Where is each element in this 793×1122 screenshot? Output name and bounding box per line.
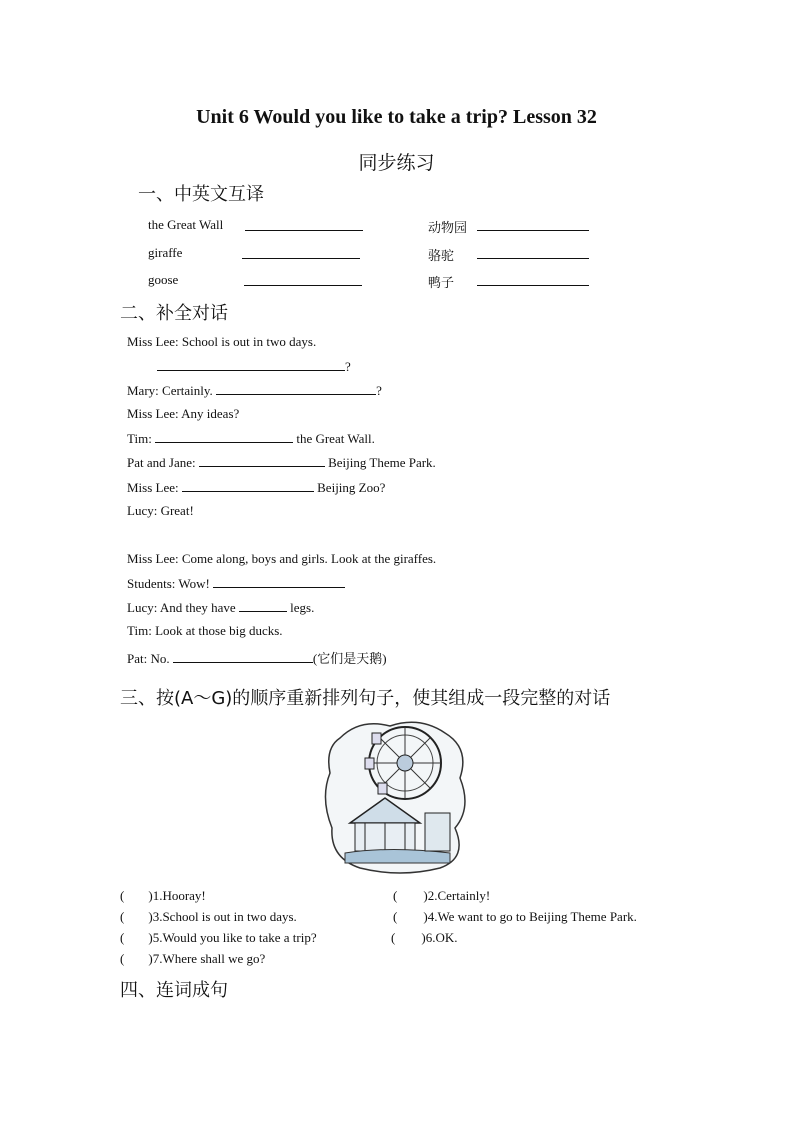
order-answer-slot[interactable]: [395, 930, 421, 942]
dialogue-line: [127, 599, 314, 616]
ordering-item: ( )4.We want to go to Beijing Theme Park.: [393, 909, 637, 924]
dialogue-line: [127, 382, 382, 399]
item-text: 5.Would you like to take a trip?: [152, 930, 317, 945]
section4-heading: 四、连词成句: [120, 980, 228, 1001]
vocab-item: goose: [148, 272, 179, 287]
vocab-item: 动物园: [428, 221, 468, 236]
dialogue-line: [127, 430, 375, 447]
line-text: Miss Lee: Come along, boys and girls. Look at the giraffes.: [127, 551, 437, 566]
item-text: 7.Where shall we go?: [152, 951, 266, 966]
vocab-item: 骆驼: [428, 249, 455, 264]
answer-blank[interactable]: [173, 650, 313, 663]
page-title: Unit 6 Would you like to take a trip? Lesson 32: [196, 106, 597, 128]
line-text: Miss Lee: School is out in two days.: [127, 334, 317, 349]
ordering-item: ( )1.Hooray!: [120, 888, 206, 903]
answer-blank[interactable]: [477, 218, 589, 231]
line-text: legs.: [290, 600, 315, 615]
answer-blank[interactable]: [245, 218, 363, 231]
section2-heading: 二、补全对话: [120, 303, 228, 324]
line-text: Lucy: And they have: [127, 600, 236, 615]
ordering-item: ( )6.OK.: [391, 930, 458, 945]
ordering-item: ( )3.School is out in two days.: [120, 909, 297, 924]
dialogue-line: [127, 358, 351, 375]
answer-blank[interactable]: [182, 479, 314, 492]
dialogue-line: [127, 334, 316, 350]
ordering-item: ( )5.Would you like to take a trip?: [120, 930, 317, 945]
order-answer-slot[interactable]: [397, 888, 423, 900]
item-text: 2.Certainly!: [427, 888, 491, 903]
vocab-item: the Great Wall: [148, 217, 224, 232]
ordering-item: ( )2.Certainly!: [393, 888, 491, 903]
dialogue-line: [127, 454, 436, 471]
item-text: 3.School is out in two days.: [152, 909, 297, 924]
section3-heading: 三、按(A～G)的顺序重新排列句子，使其组成一段完整的对话: [120, 688, 611, 709]
order-answer-slot[interactable]: [124, 951, 148, 963]
order-answer-slot[interactable]: [124, 888, 148, 900]
line-text: Students: Wow!: [127, 576, 210, 591]
answer-blank[interactable]: [477, 246, 589, 259]
amusement-park-illustration: [320, 718, 472, 876]
item-text: 1.Hooray!: [152, 888, 206, 903]
dialogue-line: [127, 648, 387, 667]
order-answer-slot[interactable]: [124, 930, 148, 942]
line-text: Tim: Look at those big ducks.: [127, 623, 283, 638]
line-text: Mary: Certainly.: [127, 383, 213, 398]
answer-blank[interactable]: [242, 246, 360, 259]
answer-blank[interactable]: [199, 454, 325, 467]
answer-blank[interactable]: [477, 273, 589, 286]
ordering-item: ( )7.Where shall we go?: [120, 951, 266, 966]
line-text: Miss Lee: Any ideas?: [127, 406, 240, 421]
section1-heading: 一、中英文互译: [138, 184, 264, 205]
line-text: Pat and Jane:: [127, 455, 196, 470]
order-answer-slot[interactable]: [124, 909, 148, 921]
answer-blank[interactable]: [157, 358, 345, 371]
line-text: Pat: No.: [127, 651, 170, 666]
order-answer-slot[interactable]: [397, 909, 423, 921]
item-text: 6.OK.: [425, 930, 458, 945]
line-text: the Great Wall.: [296, 431, 375, 446]
answer-blank[interactable]: [244, 273, 362, 286]
line-text: Tim:: [127, 431, 152, 446]
answer-blank[interactable]: [216, 382, 376, 395]
dialogue-line: [127, 503, 194, 519]
line-text: ?: [376, 383, 382, 398]
vocab-item: giraffe: [148, 245, 183, 260]
line-text: Miss Lee:: [127, 480, 179, 495]
dialogue-line: [127, 575, 345, 592]
answer-blank[interactable]: [213, 575, 345, 588]
answer-blank[interactable]: [239, 599, 287, 612]
answer-blank[interactable]: [155, 430, 293, 443]
dialogue-line: [127, 551, 436, 567]
dialogue-line: [127, 623, 283, 639]
vocab-item: 鸭子: [428, 276, 455, 291]
line-text: Beijing Theme Park.: [328, 455, 436, 470]
dialogue-line: [127, 406, 239, 422]
item-text: 4.We want to go to Beijing Theme Park.: [427, 909, 637, 924]
line-text: ?: [345, 359, 351, 374]
line-text: Beijing Zoo?: [317, 480, 386, 495]
line-text: Lucy: Great!: [127, 503, 194, 518]
dialogue-line: [127, 479, 385, 496]
line-text: (它们是天鹅): [312, 651, 387, 666]
page-subtitle: 同步练习: [358, 152, 435, 174]
